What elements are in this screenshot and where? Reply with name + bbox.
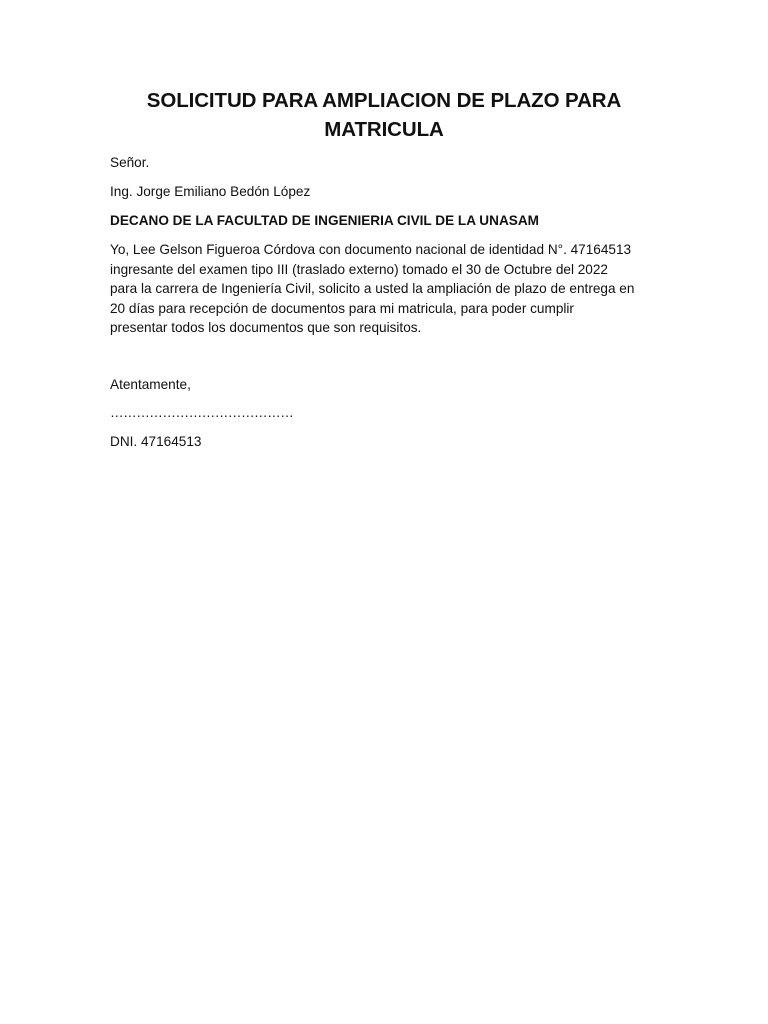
salutation: Señor. bbox=[110, 155, 150, 170]
body-line: ingresante del examen tipo III (traslado externo) tomado el 30 de Octubre del 2022 bbox=[110, 261, 608, 277]
document-title bbox=[100, 86, 668, 144]
recipient-position: DECANO DE LA FACULTAD DE INGENIERIA CIVIL DE LA UNASAM bbox=[110, 213, 539, 228]
title-line-1: SOLICITUD PARA AMPLIACION DE PLAZO PARA bbox=[146, 89, 622, 112]
body-line: 20 días para recepción de documentos para mi matricula, para poder cumplir bbox=[110, 300, 574, 316]
closing: Atentamente, bbox=[110, 377, 191, 392]
body-line: presentar todos los documentos que son requisitos. bbox=[110, 320, 422, 335]
body-line: Yo, Lee Gelson Figueroa Córdova con documento nacional de identidad N°. 47164513 bbox=[110, 242, 632, 257]
dni-text: DNI. 47164513 bbox=[110, 434, 202, 449]
body-line: para la carrera de Ingeniería Civil, solicito a usted la ampliación de plazo de entrega en bbox=[110, 281, 635, 296]
signature-line: …………………………………… bbox=[110, 405, 294, 420]
title-line-2: MATRICULA bbox=[324, 118, 444, 141]
body-paragraph bbox=[110, 240, 670, 338]
recipient-name: Ing. Jorge Emiliano Bedón López bbox=[110, 184, 311, 199]
